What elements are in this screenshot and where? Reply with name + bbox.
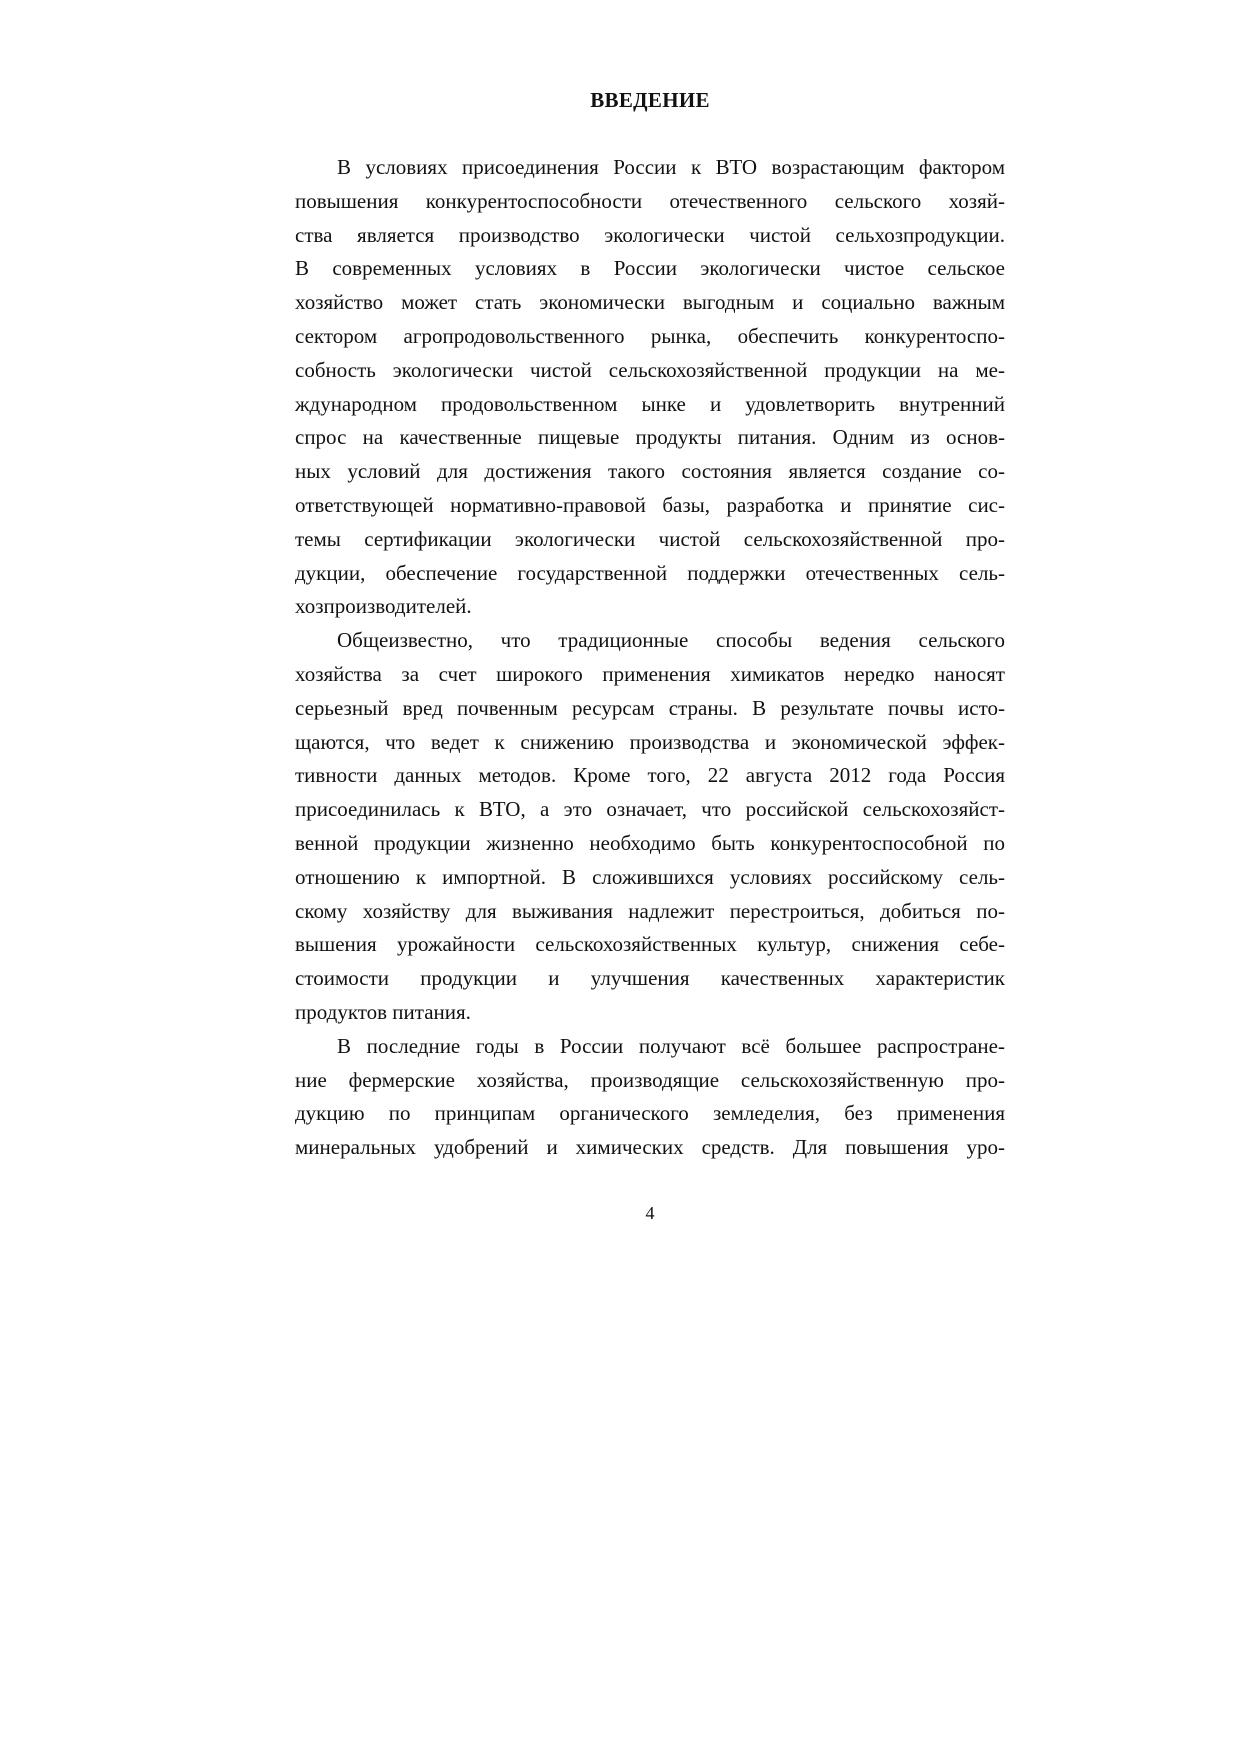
paragraph-line: ответствующей нормативно-правовой базы, разработка и принятие сис- <box>295 492 1005 517</box>
paragraph-line: спрос на качественные пищевые продукты питания. Одним из основ- <box>295 425 1005 450</box>
paragraph-line: ждународном продовольственном ынке и удовлетворить внутренний <box>295 391 1005 416</box>
paragraph-line: В современных условиях в России экологически чистое сельское <box>295 256 1005 281</box>
page-number: 4 <box>645 1203 655 1223</box>
paragraph-line: скому хозяйству для выживания надлежит перестроиться, добиться по- <box>295 898 1005 923</box>
paragraph-line: тивности данных методов. Кроме того, 22 августа 2012 года Россия <box>295 763 1005 788</box>
paragraph-line: присоединилась к ВТО, а это означает, что российской сельскохозяйст- <box>295 797 1005 822</box>
paragraph-line: собность экологически чистой сельскохозяйственной продукции на ме- <box>295 357 1005 382</box>
paragraph-line: темы сертификации экологически чистой сельскохозяйственной про- <box>295 526 1005 551</box>
paragraph-line: серьезный вред почвенным ресурсам страны. В результате почвы исто- <box>295 695 1005 720</box>
body-text <box>295 151 1005 1165</box>
paragraph-line: отношению к импортной. В сложившихся условиях российскому сель- <box>295 864 1005 889</box>
paragraph-line: ства является производство экологически чистой сельхозпродукции. <box>295 222 1005 247</box>
paragraph-line: хозяйства за счет широкого применения химикатов нередко наносят <box>295 661 1005 686</box>
paragraph-line: ние фермерские хозяйства, производящие сельскохозяйственную про- <box>295 1067 1005 1092</box>
paragraph-3 <box>295 1030 1005 1165</box>
paragraph-line: продуктов питания. <box>295 999 471 1024</box>
paragraph-line: ных условий для достижения такого состояния является создание со- <box>295 459 1005 484</box>
paragraph-line: повышения конкурентоспособности отечественного сельского хозяй- <box>295 188 1005 213</box>
paragraph-line: стоимости продукции и улучшения качественных характеристик <box>295 966 1005 991</box>
paragraph-line: Общеизвестно, что традиционные способы ведения сельского <box>337 628 1005 653</box>
paragraph-line: дукции, обеспечение государственной поддержки отечественных сель- <box>295 560 1005 585</box>
paragraph-2 <box>295 624 1005 1030</box>
paragraph-1 <box>295 151 1005 624</box>
paragraph-line: дукцию по принципам органического земледелия, без применения <box>295 1101 1005 1126</box>
paragraph-line: щаются, что ведет к снижению производства и экономической эффек- <box>295 729 1005 754</box>
paragraph-line: В последние годы в России получают всё большее распростране- <box>337 1033 1005 1058</box>
paragraph-line: В условиях присоединения России к ВТО возрастающим фактором <box>337 155 1005 179</box>
paragraph-line: венной продукции жизненно необходимо быть конкурентоспособной по <box>295 830 1005 855</box>
paragraph-line: сектором агропродовольственного рынка, обеспечить конкурентоспо- <box>295 323 1005 348</box>
paragraph-line: хозяйство может стать экономически выгодным и социально важным <box>295 290 1005 315</box>
paragraph-line: хозпроизводителей. <box>295 594 472 619</box>
section-heading: ВВЕДЕНИЕ <box>590 88 710 112</box>
paragraph-line: вышения урожайности сельскохозяйственных культур, снижения себе- <box>295 932 1005 957</box>
paragraph-line: минеральных удобрений и химических средств. Для повышения уро- <box>295 1135 1005 1160</box>
